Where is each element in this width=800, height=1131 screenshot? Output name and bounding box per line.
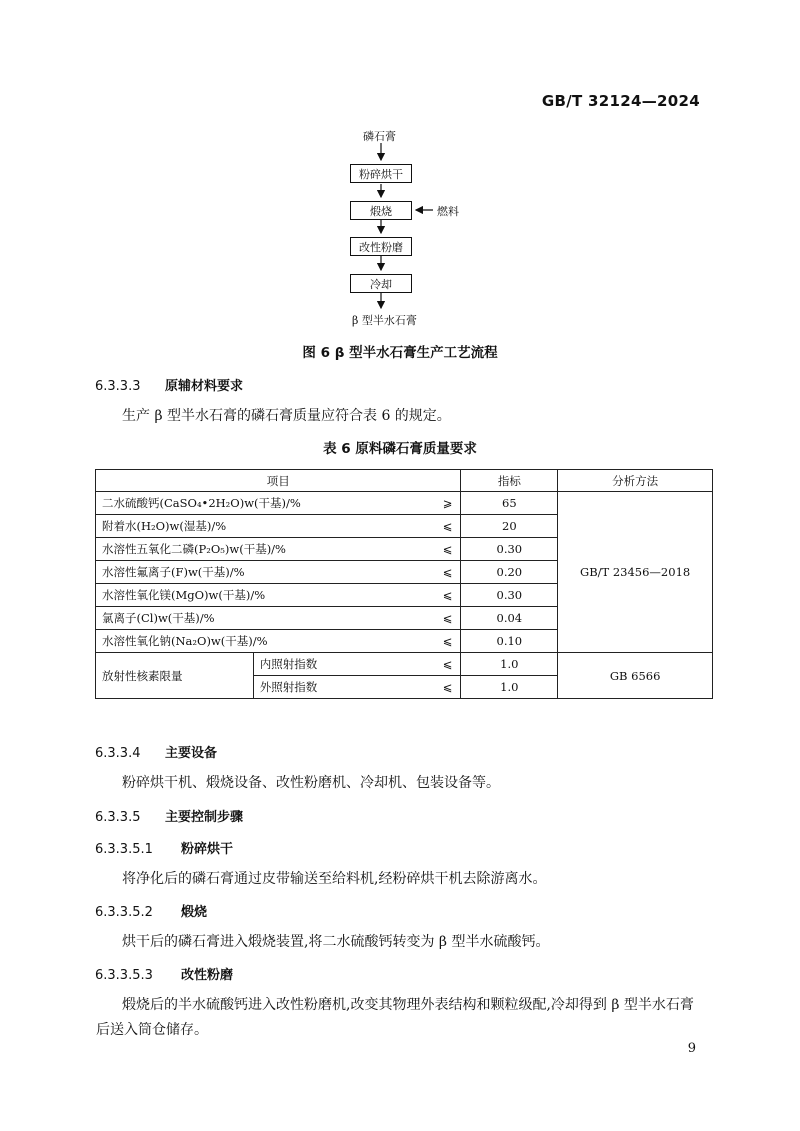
section-number: 6.3.3.4 [95,746,141,761]
flow-step-crush-dry: 粉碎烘干 [350,164,412,183]
section-number: 6.3.3.5.2 [95,905,153,920]
row-symbol: ⩽ [423,515,461,538]
row-value: 0.10 [461,630,558,653]
section-number: 6.3.3.5 [95,810,141,825]
row-item: 附着水(H₂O)w(湿基)/% [96,515,423,538]
method-gb6566: GB 6566 [558,653,713,699]
row-symbol: ⩽ [423,653,461,676]
table-row [96,492,713,515]
section-heading-6333 [95,375,243,394]
row-item: 水溶性氟离子(F)w(干基)/% [96,561,423,584]
paragraph-6333: 生产 β 型半水石膏的磷石膏质量应符合表 6 的规定。 [122,408,451,424]
row-item: 水溶性氧化镁(MgO)w(干基)/% [96,584,423,607]
row-item: 二水硫酸钙(CaSO₄•2H₂O)w(干基)/% [96,492,423,515]
flow-output-label: β 型半水石膏 [352,314,417,327]
row-value: 1.0 [461,676,558,699]
header-method: 分析方法 [558,470,713,492]
row-symbol: ⩽ [423,607,461,630]
row-item: 水溶性五氧化二磷(P₂O₅)w(干基)/% [96,538,423,561]
paragraph-63353-line2: 后送入筒仓储存。 [96,1022,208,1038]
row-item: 外照射指数 [253,676,423,699]
section-title: 粉碎烘干 [181,842,234,857]
row-symbol: ⩽ [423,538,461,561]
table-caption: 表 6 原料磷石膏质量要求 [323,441,477,457]
method-gbt23456: GB/T 23456—2018 [558,492,713,653]
standard-id: GB/T 32124—2024 [541,92,700,110]
row-symbol: ⩽ [423,584,461,607]
row-item: 内照射指数 [253,653,423,676]
header-item: 项目 [96,470,461,492]
section-heading-63353 [95,964,233,983]
row-value: 0.20 [461,561,558,584]
row-item: 氯离子(Cl)w(干基)/% [96,607,423,630]
table-header-row [96,470,713,492]
section-number: 6.3.3.5.3 [95,968,153,983]
section-heading-63352 [95,901,207,920]
section-title: 主要控制步骤 [165,810,244,825]
row-symbol: ⩽ [423,676,461,699]
row-symbol: ⩽ [423,630,461,653]
flow-step-cool: 冷却 [350,274,412,293]
flow-step-calcine: 煅烧 [350,201,412,220]
row-value: 0.04 [461,607,558,630]
flow-input-label: 磷石膏 [363,130,396,143]
radio-label: 放射性核素限量 [96,653,254,699]
figure-caption: 图 6 β 型半水石膏生产工艺流程 [302,345,498,361]
section-title: 原辅材料要求 [165,379,244,394]
page-number: 9 [687,1041,696,1056]
section-title: 主要设备 [165,746,218,761]
flow-step-modify-grind: 改性粉磨 [350,237,412,256]
section-title: 煅烧 [181,905,208,920]
section-heading-6335 [95,806,243,825]
section-title: 改性粉磨 [181,968,234,983]
section-number: 6.3.3.3 [95,379,141,394]
row-value: 65 [461,492,558,515]
row-symbol: ⩽ [423,561,461,584]
quality-requirements-table [95,469,713,699]
row-value: 0.30 [461,538,558,561]
section-heading-6334 [95,742,217,761]
flow-fuel-label: 燃料 [437,205,459,218]
row-symbol: ⩾ [423,492,461,515]
row-item: 水溶性氧化钠(Na₂O)w(干基)/% [96,630,423,653]
row-value: 20 [461,515,558,538]
paragraph-63351: 将净化后的磷石膏通过皮带输送至给料机,经粉碎烘干机去除游离水。 [122,871,547,887]
header-index: 指标 [461,470,558,492]
section-number: 6.3.3.5.1 [95,842,153,857]
table-row [96,653,713,676]
section-heading-63351 [95,838,233,857]
row-value: 1.0 [461,653,558,676]
process-flowchart [0,0,800,340]
paragraph-6334: 粉碎烘干机、煅烧设备、改性粉磨机、冷却机、包装设备等。 [122,775,500,791]
paragraph-63352: 烘干后的磷石膏进入煅烧装置,将二水硫酸钙转变为 β 型半水硫酸钙。 [122,934,550,950]
row-value: 0.30 [461,584,558,607]
paragraph-63353-line1: 煅烧后的半水硫酸钙进入改性粉磨机,改变其物理外表结构和颗粒级配,冷却得到 β 型半水石膏 [122,997,694,1013]
